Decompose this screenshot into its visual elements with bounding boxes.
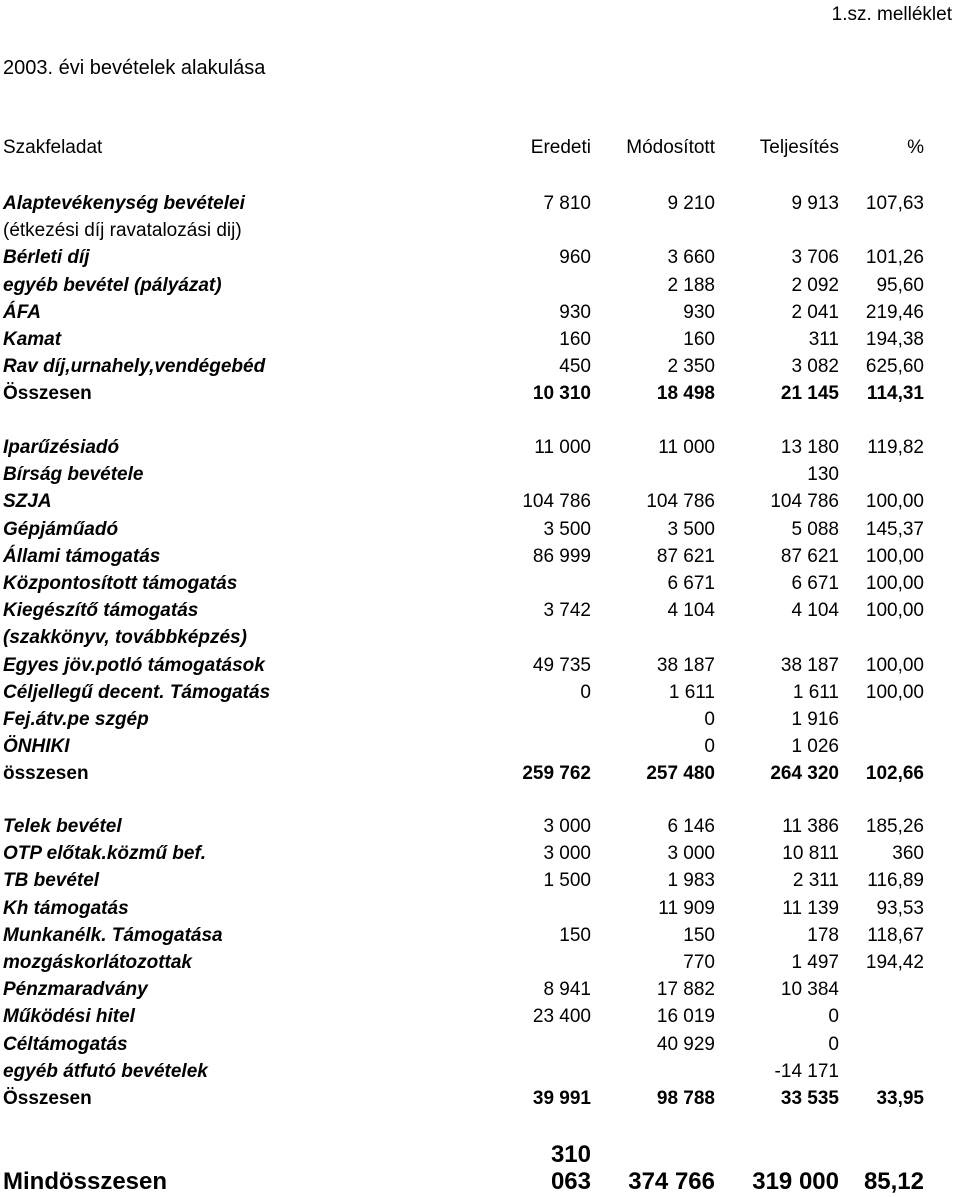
- cell-eredeti: 3 000: [543, 843, 591, 865]
- cell-label: (étkezési díj ravatalozási dij): [3, 220, 242, 242]
- cell-percent: 102,66: [865, 763, 924, 785]
- cell-percent: 95,60: [876, 274, 924, 296]
- cell-eredeti: 450: [559, 356, 591, 378]
- cell-label: TB bevétel: [3, 870, 100, 892]
- cell-label: Állami támogatás: [3, 545, 161, 567]
- cell-teljesites: 0: [828, 1033, 839, 1055]
- cell-modositott: 11 000: [658, 437, 715, 458]
- header-percent: %: [907, 137, 924, 158]
- cell-eredeti: 86 999: [532, 545, 591, 567]
- cell-percent: 118,67: [867, 924, 924, 946]
- cell-eredeti: 3 500: [543, 518, 591, 540]
- grand-total-eredeti-line2: 063: [550, 1168, 591, 1195]
- cell-percent: 101,26: [865, 247, 924, 269]
- table-row: [0, 736, 960, 763]
- cell-label: Központosított támogatás: [3, 573, 238, 594]
- cell-label: Telek bevétel: [3, 816, 122, 837]
- cell-eredeti: 39 991: [532, 1088, 591, 1109]
- cell-teljesites: 130: [807, 464, 839, 486]
- table-row: [0, 1006, 960, 1033]
- cell-label: ÖNHIKI: [3, 736, 70, 758]
- table-row: [0, 491, 960, 518]
- cell-percent: 100,00: [865, 545, 924, 567]
- cell-teljesites: 1 497: [791, 952, 839, 973]
- cell-teljesites: 0: [828, 1006, 839, 1028]
- cell-teljesites: 4 104: [791, 600, 839, 622]
- cell-modositott: 930: [683, 301, 715, 323]
- cell-label: Kamat: [3, 329, 62, 350]
- cell-label: egyéb átfutó bevételek: [3, 1060, 208, 1082]
- table-row: [0, 193, 960, 220]
- table-row: [0, 627, 960, 654]
- table-row: [0, 898, 960, 925]
- cell-percent: 100,00: [865, 681, 924, 703]
- table-row: [0, 437, 960, 464]
- cell-teljesites: 264 320: [770, 763, 839, 785]
- cell-label: SZJA: [3, 491, 52, 513]
- cell-label: Működési hitel: [3, 1006, 135, 1028]
- table-row: [0, 1034, 960, 1061]
- cell-teljesites: 178: [807, 924, 839, 946]
- cell-modositott: 98 788: [656, 1088, 715, 1109]
- cell-eredeti: 3 000: [543, 816, 591, 837]
- cell-modositott: 0: [704, 736, 715, 758]
- cell-modositott: 3 000: [667, 843, 715, 865]
- cell-modositott: 11 909: [658, 897, 715, 919]
- cell-teljesites: 10 384: [780, 979, 839, 1001]
- table-row: [0, 247, 960, 274]
- cell-eredeti: 11 000: [534, 437, 591, 458]
- cell-modositott: 160: [683, 329, 715, 350]
- cell-teljesites: 33 535: [780, 1088, 839, 1109]
- header-label: Szakfeladat: [3, 137, 103, 158]
- cell-eredeti: 1 500: [543, 870, 591, 892]
- cell-percent: 625,60: [865, 356, 924, 378]
- cell-label: Összesen: [3, 1088, 92, 1109]
- cell-modositott: 1 611: [668, 681, 715, 703]
- cell-teljesites: 9 913: [791, 193, 839, 214]
- cell-label: Bérleti díj: [3, 247, 90, 269]
- cell-eredeti: 930: [559, 301, 591, 323]
- cell-percent: 100,00: [865, 654, 924, 676]
- table-row: [0, 1061, 960, 1088]
- table-row: [0, 763, 960, 790]
- cell-label: összesen: [3, 763, 89, 785]
- cell-modositott: 3 660: [667, 247, 715, 269]
- cell-percent: 100,00: [865, 573, 924, 594]
- cell-eredeti: 10 310: [532, 383, 591, 405]
- table-row: [0, 275, 960, 302]
- header-eredeti: Eredeti: [530, 137, 591, 158]
- cell-percent: 194,38: [865, 329, 924, 350]
- cell-percent: 116,89: [867, 870, 924, 892]
- table-row: [0, 1088, 960, 1115]
- table-row: [0, 600, 960, 627]
- grand-total-row: [0, 1168, 960, 1195]
- cell-percent: 360: [892, 843, 924, 865]
- table-row: [0, 655, 960, 682]
- cell-label: Munkanélk. Támogatása: [3, 924, 223, 946]
- table-row: [0, 220, 960, 247]
- cell-label: Céltámogatás: [3, 1033, 128, 1055]
- table-row: [0, 682, 960, 709]
- table-row: [0, 329, 960, 356]
- cell-modositott: 16 019: [656, 1006, 715, 1028]
- cell-modositott: 257 480: [646, 763, 715, 785]
- cell-eredeti: 160: [559, 329, 591, 350]
- cell-teljesites: 3 706: [791, 247, 839, 269]
- cell-label: Bírság bevétele: [3, 464, 144, 486]
- table-row: [0, 302, 960, 329]
- cell-label: Iparűzésiadó: [3, 437, 120, 458]
- cell-percent: 194,42: [865, 952, 924, 973]
- cell-label: mozgáskorlátozottak: [3, 952, 192, 973]
- cell-teljesites: 87 621: [780, 545, 839, 567]
- cell-percent: 145,37: [865, 518, 924, 540]
- table-row: [0, 356, 960, 383]
- table-row: [0, 979, 960, 1006]
- table-row: [0, 952, 960, 979]
- cell-eredeti: 104 786: [522, 491, 591, 513]
- cell-modositott: 6 671: [667, 573, 715, 594]
- cell-modositott: 770: [683, 952, 715, 973]
- table-row: [0, 843, 960, 870]
- cell-teljesites: 3 082: [791, 356, 839, 378]
- cell-modositott: 2 350: [667, 356, 715, 378]
- cell-modositott: 9 210: [667, 193, 715, 214]
- cell-teljesites: 6 671: [791, 573, 839, 594]
- cell-eredeti: 23 400: [532, 1006, 591, 1028]
- table-row: [0, 870, 960, 897]
- cell-modositott: 104 786: [646, 491, 715, 513]
- cell-teljesites: 2 092: [791, 274, 839, 296]
- cell-label: Rav díj,urnahely,vendégebéd: [3, 356, 266, 378]
- cell-teljesites: -14 171: [774, 1060, 839, 1082]
- cell-modositott: 150: [683, 924, 715, 946]
- cell-modositott: 17 882: [656, 979, 715, 1001]
- cell-eredeti: 0: [580, 681, 591, 703]
- cell-modositott: 40 929: [656, 1033, 715, 1055]
- cell-percent: 119,82: [867, 437, 924, 458]
- table-row: [0, 709, 960, 736]
- grand-total-teljesites: 319 000: [752, 1168, 839, 1195]
- cell-teljesites: 21 145: [780, 383, 839, 405]
- table-row: [0, 816, 960, 843]
- cell-percent: 114,31: [866, 383, 924, 405]
- cell-teljesites: 1 916: [791, 709, 839, 730]
- cell-label: Pénzmaradvány: [3, 979, 148, 1001]
- cell-teljesites: 2 041: [791, 301, 839, 323]
- header-modositott: Módosított: [626, 137, 715, 158]
- table-row: [0, 925, 960, 952]
- table-row: [0, 519, 960, 546]
- grand-total-percent: 85,12: [863, 1168, 924, 1195]
- cell-teljesites: 11 386: [782, 816, 839, 837]
- cell-modositott: 4 104: [667, 600, 715, 622]
- cell-label: Egyes jöv.potló támogatások: [3, 654, 265, 676]
- cell-label: Kh támogatás: [3, 897, 129, 919]
- cell-eredeti: 3 742: [543, 600, 591, 622]
- cell-modositott: 0: [704, 709, 715, 730]
- cell-modositott: 1 983: [667, 870, 715, 892]
- cell-teljesites: 10 811: [782, 843, 839, 865]
- table-row: [0, 383, 960, 410]
- cell-label: (szakkönyv, továbbképzés): [3, 627, 247, 649]
- cell-modositott: 6 146: [667, 816, 715, 837]
- cell-teljesites: 1 611: [792, 681, 839, 703]
- cell-label: OTP előtak.közmű bef.: [3, 843, 207, 865]
- document-title: 2003. évi bevételek alakulása: [3, 57, 266, 79]
- cell-label: Gépjáműadó: [3, 518, 119, 540]
- cell-label: Fej.átv.pe szgép: [3, 709, 149, 730]
- table-row: [0, 464, 960, 491]
- cell-label: Összesen: [3, 383, 92, 405]
- cell-eredeti: 49 735: [532, 654, 591, 676]
- cell-percent: 33,95: [876, 1088, 924, 1109]
- grand-total-extra-row: [0, 1141, 960, 1168]
- cell-modositott: 18 498: [656, 383, 715, 405]
- cell-percent: 107,63: [865, 193, 924, 214]
- cell-teljesites: 104 786: [770, 491, 839, 513]
- table-row: [0, 573, 960, 600]
- grand-total-label: Mindösszesen: [3, 1168, 168, 1195]
- cell-label: Céljellegű decent. Támogatás: [3, 681, 271, 703]
- cell-label: Kiegészítő támogatás: [3, 600, 199, 622]
- cell-modositott: 38 187: [656, 654, 715, 676]
- cell-eredeti: 259 762: [522, 763, 591, 785]
- cell-modositott: 3 500: [667, 518, 715, 540]
- cell-modositott: 2 188: [667, 274, 715, 296]
- grand-total-eredeti-line1: 310: [550, 1141, 591, 1168]
- cell-percent: 93,53: [876, 897, 924, 919]
- cell-percent: 100,00: [865, 491, 924, 513]
- grand-total-modositott: 374 766: [628, 1168, 715, 1195]
- cell-teljesites: 311: [808, 329, 839, 350]
- table-row: [0, 546, 960, 573]
- cell-label: Alaptevékenység bevételei: [3, 193, 245, 214]
- cell-teljesites: 5 088: [791, 518, 839, 540]
- cell-modositott: 87 621: [656, 545, 715, 567]
- cell-percent: 185,26: [865, 816, 924, 837]
- table-header-row: [0, 137, 960, 164]
- cell-percent: 219,46: [865, 301, 924, 323]
- cell-teljesites: 38 187: [780, 654, 839, 676]
- cell-teljesites: 2 311: [792, 870, 839, 892]
- cell-eredeti: 150: [559, 924, 591, 946]
- cell-percent: 100,00: [865, 600, 924, 622]
- cell-teljesites: 13 180: [780, 437, 839, 458]
- cell-eredeti: 8 941: [543, 979, 591, 1001]
- annex-label: 1.sz. melléklet: [831, 4, 952, 25]
- cell-label: egyéb bevétel (pályázat): [3, 274, 222, 296]
- cell-eredeti: 960: [559, 247, 591, 269]
- cell-eredeti: 7 810: [543, 193, 591, 214]
- header-teljesites: Teljesítés: [759, 137, 839, 158]
- cell-teljesites: 1 026: [791, 736, 839, 758]
- cell-teljesites: 11 139: [782, 897, 839, 919]
- cell-label: ÁFA: [3, 301, 41, 323]
